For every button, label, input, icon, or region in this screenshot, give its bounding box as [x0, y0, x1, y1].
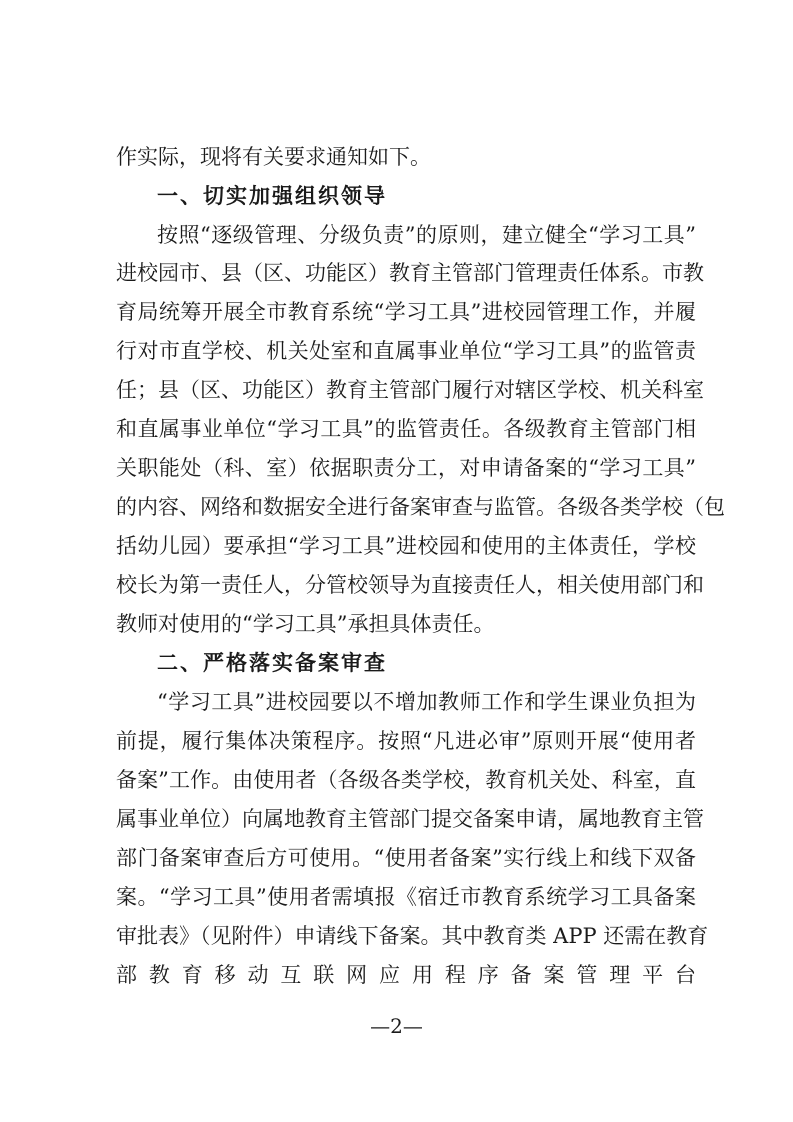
paragraph-line: 部门备案审查后方可使用。“使用者备案”实行线上和线下双备: [116, 846, 696, 870]
paragraph-line: 部教育移动互联网应用程序备案管理平台: [116, 963, 696, 987]
section-heading-2: 二、严格落实备案审查: [157, 651, 387, 675]
paragraph-line: 关职能处（科、室）依据职责分工，对申请备案的“学习工具”: [116, 456, 696, 480]
paragraph-line: 和直属事业单位“学习工具”的监管责任。各级教育主管部门相: [116, 417, 696, 441]
paragraph-line: 属事业单位）向属地教育主管部门提交备案申请，属地教育主管: [116, 807, 704, 831]
paragraph-line: 进校园市、县（区、功能区）教育主管部门管理责任体系。市教: [116, 261, 704, 285]
paragraph-line: 教师对使用的“学习工具”承担具体责任。: [116, 612, 495, 636]
section-heading-1: 一、切实加强组织领导: [157, 184, 387, 208]
paragraph-line: 校长为第一责任人，分管校领导为直接责任人，相关使用部门和: [116, 573, 704, 597]
page-number: —2—: [370, 1014, 423, 1038]
paragraph-line: 作实际，现将有关要求通知如下。: [116, 145, 431, 169]
paragraph-line: 前提，履行集体决策程序。按照“凡进必审”原则开展“使用者: [116, 729, 696, 753]
paragraph-line: 案。“学习工具”使用者需填报《宿迁市教育系统学习工具备案: [116, 885, 696, 909]
paragraph-line: 的内容、网络和数据安全进行备案审查与监管。各级各类学校（包: [116, 495, 725, 519]
paragraph-line: 育局统筹开展全市教育系统“学习工具”进校园管理工作，并履: [116, 300, 696, 324]
paragraph-line: 备案”工作。由使用者（各级各类学校，教育机关处、科室，直: [116, 768, 696, 792]
paragraph-line: 行对市直学校、机关处室和直属事业单位“学习工具”的监管责: [116, 339, 696, 363]
paragraph-line: 按照“逐级管理、分级负责”的原则，建立健全“学习工具”: [157, 223, 696, 247]
paragraph-line: “学习工具”进校园要以不增加教师工作和学生课业负担为: [157, 690, 696, 714]
paragraph-line: 审批表》（见附件）申请线下备案。其中教育类 APP 还需在教育: [116, 924, 709, 948]
paragraph-line: 括幼儿园）要承担“学习工具”进校园和使用的主体责任，学校: [116, 534, 696, 558]
paragraph-line: 任；县（区、功能区）教育主管部门履行对辖区学校、机关科室: [116, 378, 704, 402]
